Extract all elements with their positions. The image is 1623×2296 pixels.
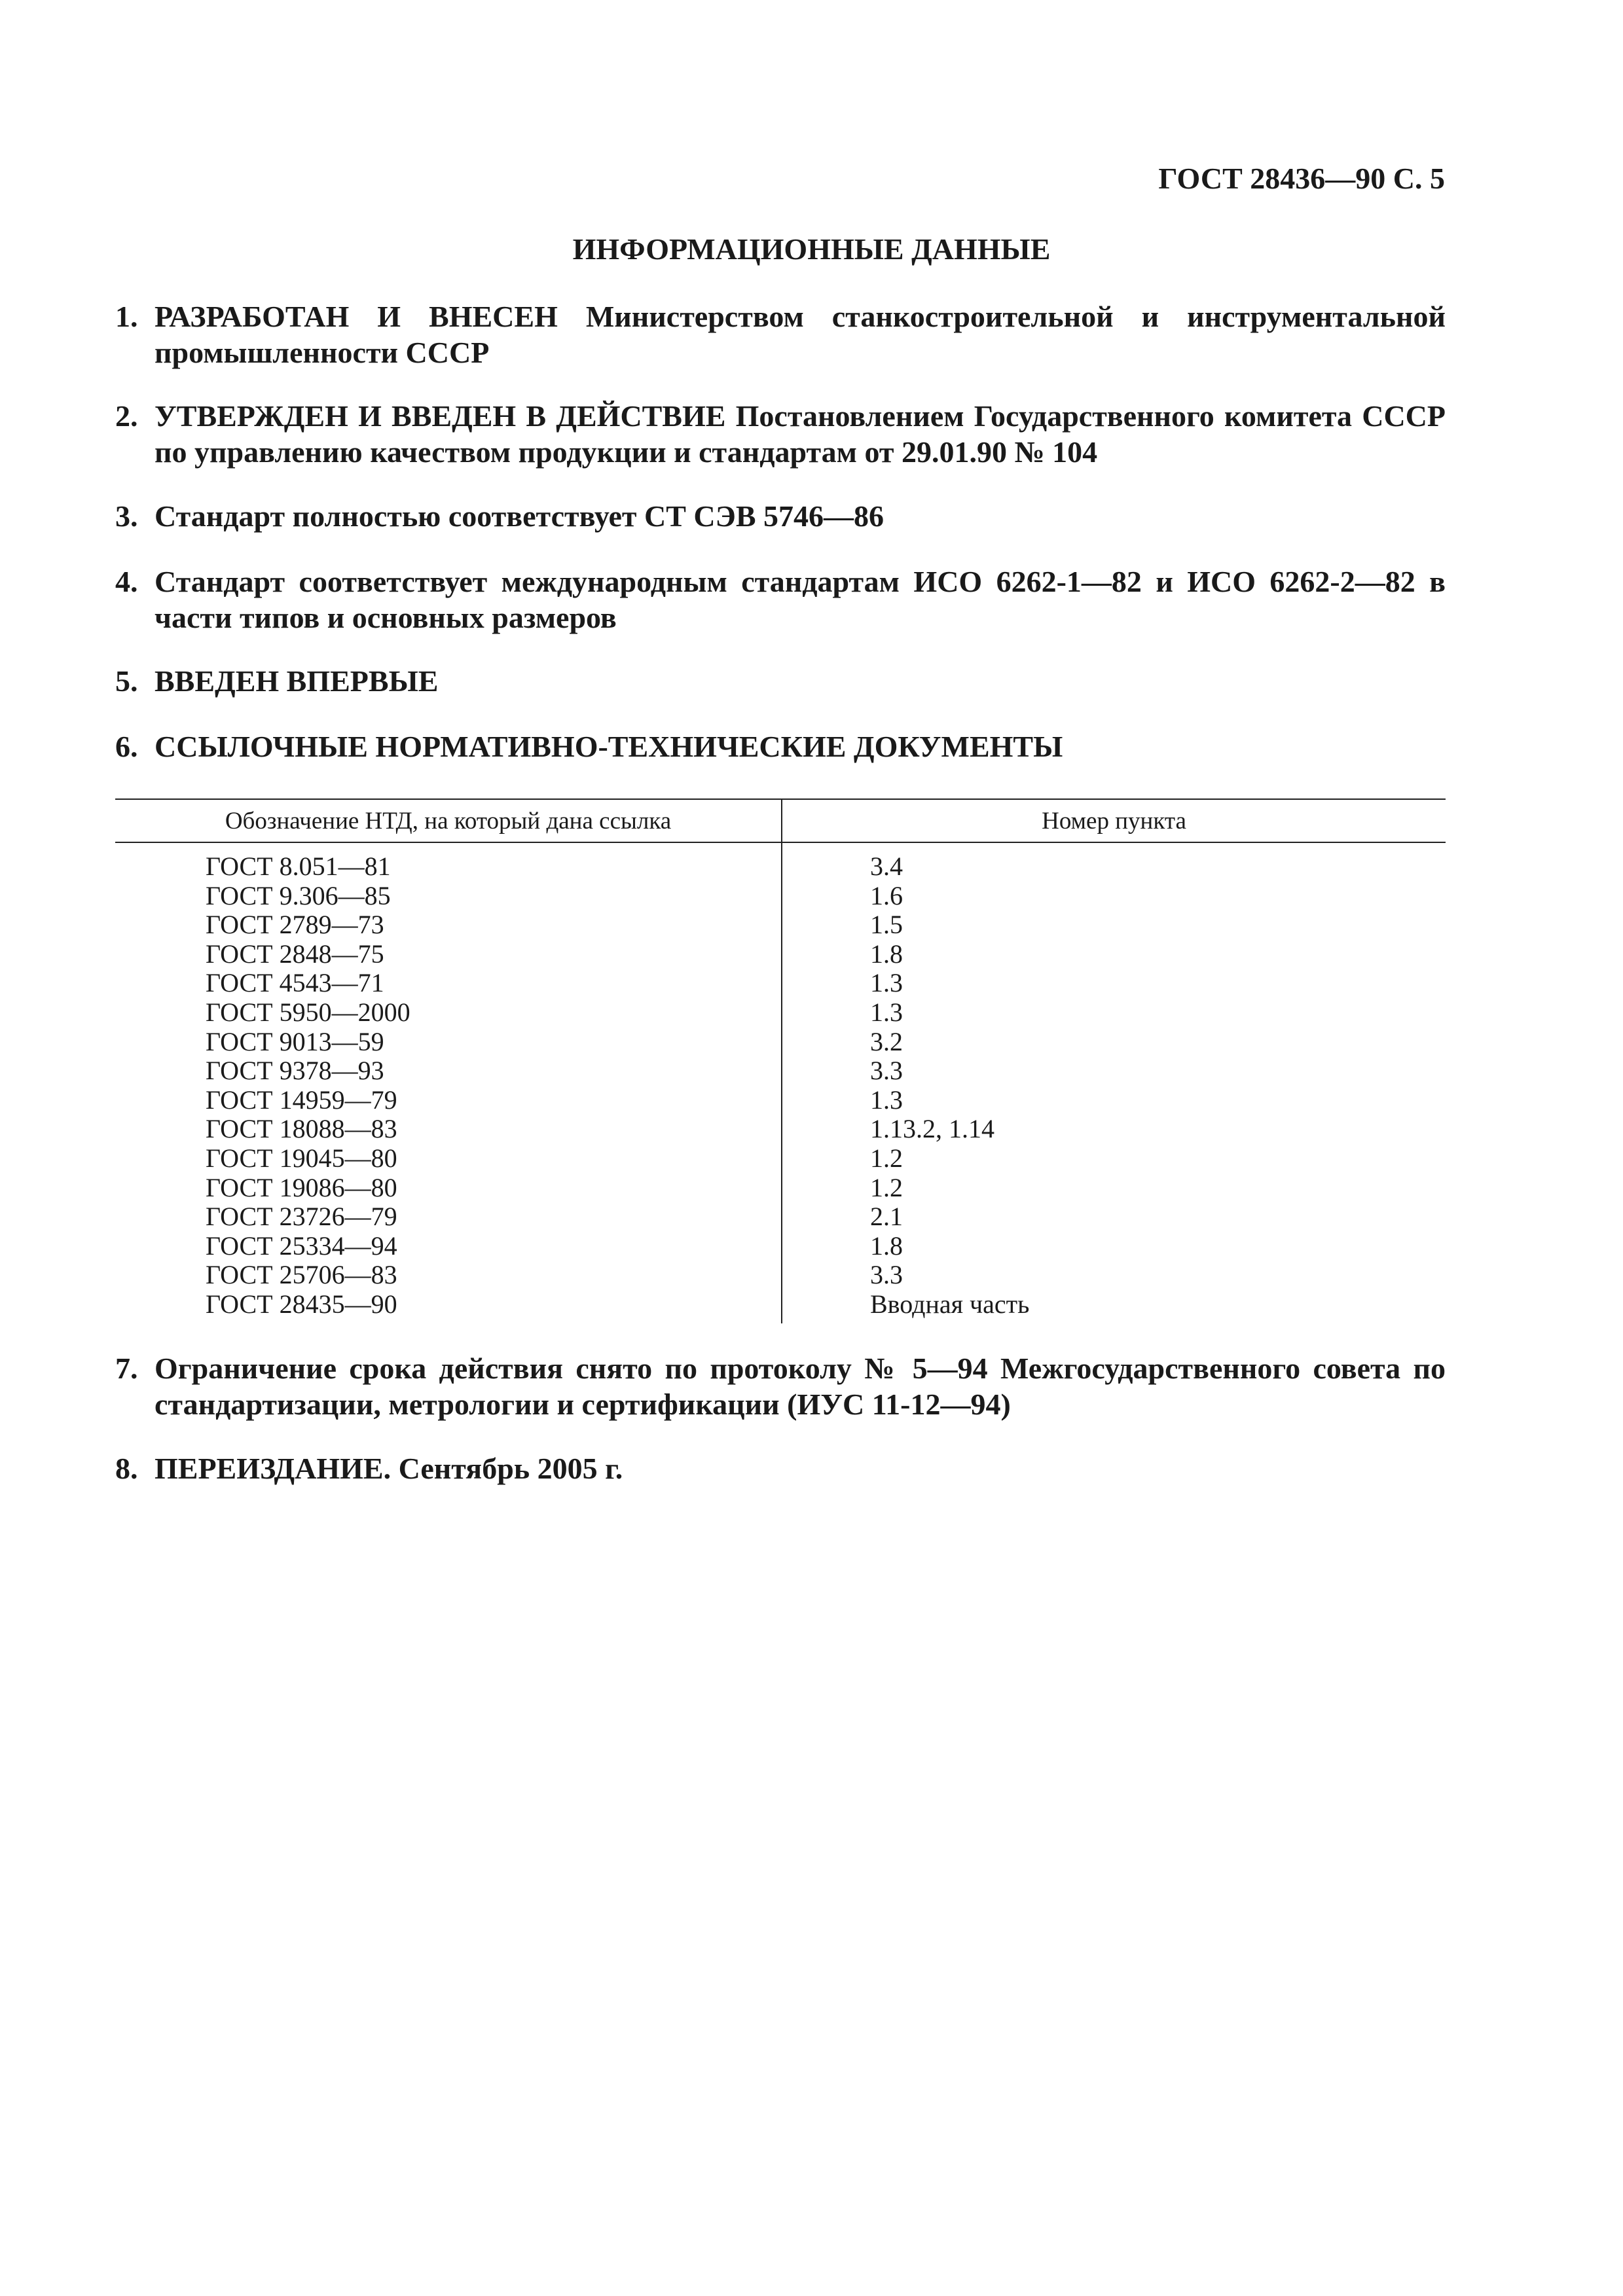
table-row: [115, 1056, 1446, 1086]
item-3: [115, 498, 1446, 534]
cell-clause: 3.3: [870, 1056, 903, 1086]
item-text: Ограничение срока действия снято по протоколу № 5—94 Межгосударственного совета по стандартизации, метрологии и сертификации (ИУС 11-12—94): [155, 1352, 1446, 1421]
table-row: [115, 1202, 1446, 1232]
item-text: Сентябрь 2005 г.: [391, 1452, 623, 1485]
item-number: 1.: [115, 300, 138, 333]
cell-document: ГОСТ 9.306—85: [115, 882, 782, 911]
cell-document: ГОСТ 25706—83: [115, 1261, 782, 1290]
cell-document: ГОСТ 28435—90: [115, 1290, 782, 1323]
table-row: [115, 998, 1446, 1028]
column-header-document: Обозначение НТД, на который дана ссылка: [115, 799, 782, 842]
cell-document: ГОСТ 4543—71: [115, 969, 782, 998]
cell-clause: 3.4: [870, 852, 903, 881]
cell-clause: 1.2: [870, 1172, 903, 1202]
cell-document: ГОСТ 19086—80: [115, 1174, 782, 1203]
cell-document: ГОСТ 9013—59: [115, 1028, 782, 1057]
cell-document: ГОСТ 19045—80: [115, 1144, 782, 1174]
table-row: [115, 1290, 1446, 1323]
cell-clause: 1.2: [870, 1143, 903, 1173]
cell-document: ГОСТ 14959—79: [115, 1086, 782, 1115]
item-number: 2.: [115, 399, 138, 433]
cell-clause: 1.5: [870, 910, 903, 940]
item-text: Министерством станкостроительной и инструментальной промышленности СССР: [155, 300, 1446, 369]
item-5: [115, 663, 1446, 699]
item-lead: УТВЕРЖДЕН И ВВЕДЕН В ДЕЙСТВИЕ: [155, 399, 726, 433]
cell-clause: 1.6: [870, 880, 903, 910]
references-table: [115, 798, 1446, 1323]
cell-document: ГОСТ 5950—2000: [115, 998, 782, 1028]
cell-document: ГОСТ 8.051—81: [115, 842, 782, 882]
item-1: [115, 298, 1446, 370]
cell-document: ГОСТ 2789—73: [115, 910, 782, 940]
cell-clause: 1.3: [870, 1085, 903, 1115]
cell-document: ГОСТ 25334—94: [115, 1232, 782, 1261]
references-table-container: [115, 798, 1446, 1323]
item-number: 6.: [115, 730, 138, 763]
table-row: [115, 1086, 1446, 1115]
item-text: Стандарт соответствует международным стандартам ИСО 6262-1—82 и ИСО 6262-2—82 в части типов и основных размеров: [155, 565, 1446, 634]
cell-clause: Вводная часть: [870, 1289, 1030, 1319]
table-row: [115, 1232, 1446, 1261]
cell-clause: 1.3: [870, 997, 903, 1027]
table-row: [115, 969, 1446, 998]
table-row: [115, 940, 1446, 969]
table-row: [115, 1174, 1446, 1203]
cell-clause: 2.1: [870, 1202, 903, 1232]
cell-clause: 1.8: [870, 939, 903, 969]
cell-document: ГОСТ 9378—93: [115, 1056, 782, 1086]
cell-clause: 1.13.2, 1.14: [870, 1114, 994, 1144]
item-number: 8.: [115, 1452, 138, 1485]
item-text: Стандарт полностью соответствует СТ СЭВ 5746—86: [155, 499, 884, 533]
cell-document: ГОСТ 18088—83: [115, 1115, 782, 1144]
item-lead: ПЕРЕИЗДАНИЕ.: [155, 1452, 392, 1485]
cell-document: ГОСТ 23726—79: [115, 1202, 782, 1232]
page-title: ИНФОРМАЦИОННЫЕ ДАННЫЕ: [572, 232, 1051, 266]
item-6: [115, 728, 1446, 764]
item-8: [115, 1450, 1446, 1486]
column-header-clause: Номер пункта: [782, 799, 1446, 842]
cell-document: ГОСТ 2848—75: [115, 940, 782, 969]
item-lead: РАЗРАБОТАН И ВНЕСЕН: [155, 300, 558, 333]
table-row: [115, 1115, 1446, 1144]
table-row: [115, 842, 1446, 882]
page-header: ГОСТ 28436—90 С. 5: [1158, 162, 1445, 195]
item-lead: ВВЕДЕН ВПЕРВЫЕ: [155, 664, 439, 698]
item-number: 3.: [115, 499, 138, 533]
table-row: [115, 1144, 1446, 1174]
table-row: [115, 1028, 1446, 1057]
item-7: [115, 1350, 1446, 1422]
item-number: 7.: [115, 1352, 138, 1385]
cell-clause: 3.2: [870, 1026, 903, 1056]
item-4: [115, 564, 1446, 636]
table-row: [115, 1261, 1446, 1290]
references-table-body: [115, 842, 1446, 1323]
item-lead: ССЫЛОЧНЫЕ НОРМАТИВНО-ТЕХНИЧЕСКИЕ ДОКУМЕНТЫ: [155, 730, 1063, 763]
item-number: 5.: [115, 664, 138, 698]
item-2: [115, 398, 1446, 470]
cell-clause: 1.3: [870, 968, 903, 998]
table-row: [115, 882, 1446, 911]
table-row: [115, 910, 1446, 940]
item-text: Постановлением Государственного комитета СССР по управлению качеством продукции и стандартам от 29.01.90 № 104: [155, 399, 1446, 469]
item-number: 4.: [115, 565, 138, 598]
cell-clause: 3.3: [870, 1260, 903, 1290]
cell-clause: 1.8: [870, 1230, 903, 1261]
